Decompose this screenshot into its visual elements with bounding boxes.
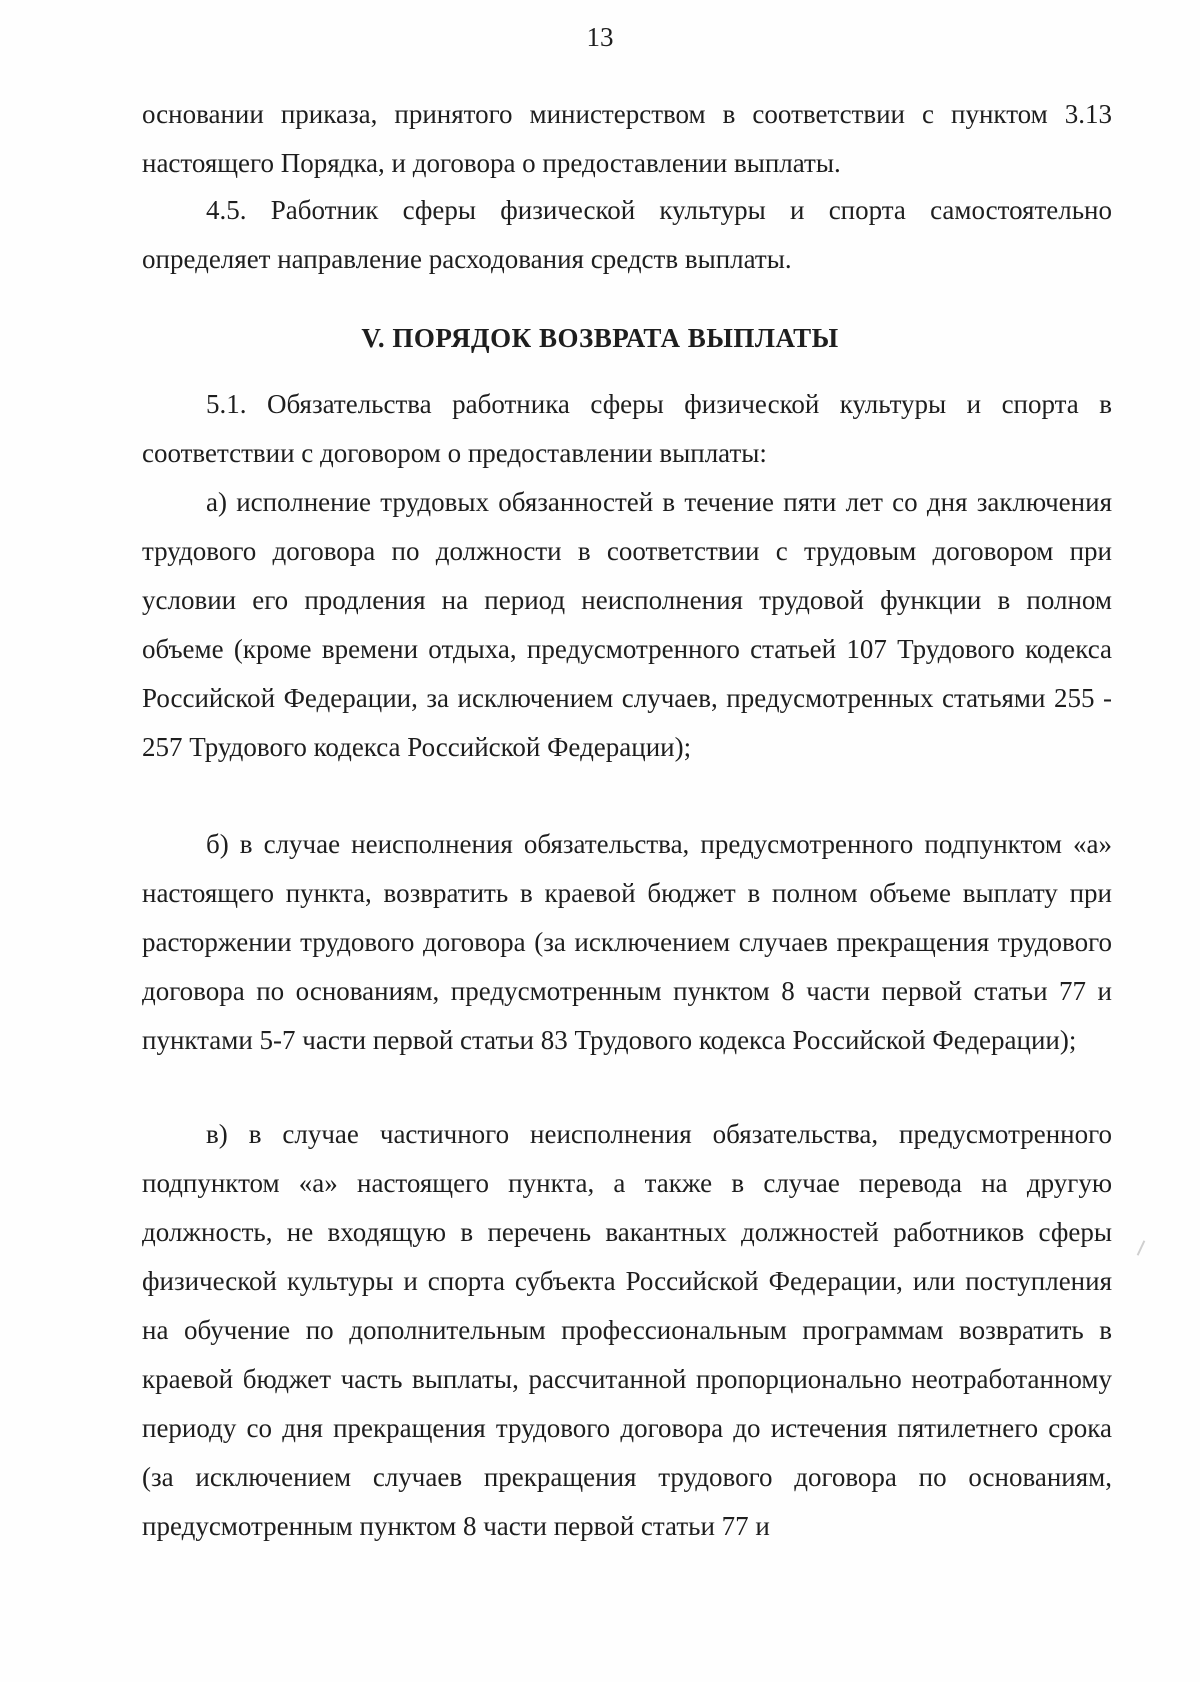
paragraph-4-5: 4.5. Работник сферы физической культуры и спорта самостоятельно определяет направление расходования средств выплаты. (142, 195, 1112, 274)
page-number: 13 (586, 22, 614, 52)
list-item-b: б) в случае неисполнения обязательства, предусмотренного подпунктом «а» настоящего пункта, возвратить в краевой бюджет в полном объеме выплату при расторжении трудового договора (за исключением случаев прекращения трудового договора по основаниям, предусмотренным пунктом 8 части первой статьи 77 и пунктами 5-7 части первой статьи 83 Трудового кодекса Российской Федерации); (142, 829, 1112, 1055)
paragraph-5-1: 5.1. Обязательства работника сферы физической культуры и спорта в соответствии с договором о предоставлении выплаты: (142, 389, 1112, 468)
list-item-v: в) в случае частичного неисполнения обязательства, предусмотренного подпунктом «а» настоящего пункта, а также в случае перевода на другую должность, не входящую в перечень вакантных должностей работников сферы физической культуры и спорта субъекта Российской Федерации, или поступления на обучение по дополнительным профессиональным программам возвратить в краевой бюджет часть выплаты, рассчитанной пропорционально неотработанному периоду со дня прекращения трудового договора до истечения пятилетнего срока (за исключением случаев прекращения трудового договора по основаниям, предусмотренным пунктом 8 части первой статьи 77 и (142, 1119, 1112, 1541)
scan-mark (1137, 1240, 1146, 1255)
list-item-a: а) исполнение трудовых обязанностей в течение пяти лет со дня заключения трудового договора по должности в соответствии с трудовым договором при условии его продления на период неисполнения трудовой функции в полном объеме (кроме времени отдыха, предусмотренного статьей 107 Трудового кодекса Российской Федерации, за исключением случаев, предусмотренных статьями 255 - 257 Трудового кодекса Российской Федерации); (142, 487, 1112, 762)
section-heading: V. ПОРЯДОК ВОЗВРАТА ВЫПЛАТЫ (361, 323, 839, 353)
paragraph-continuation: основании приказа, принятого министерством в соответствии с пунктом 3.13 настоящего Порядка, и договора о предоставлении выплаты. (142, 99, 1112, 178)
